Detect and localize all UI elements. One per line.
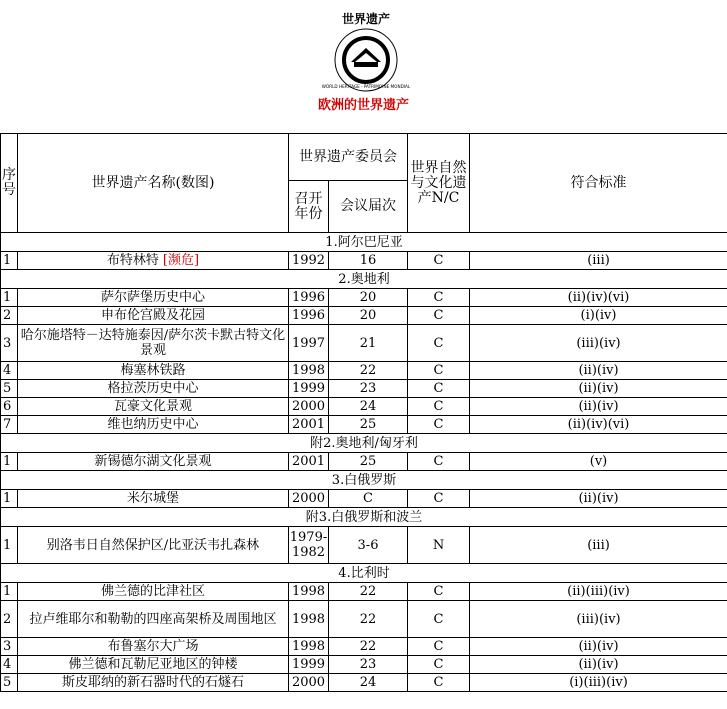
table-row bbox=[1, 307, 727, 325]
row-number: 3 bbox=[1, 638, 18, 656]
header-year: 召开年份 bbox=[289, 181, 329, 233]
country-section-title: 4.比利时 bbox=[1, 564, 727, 583]
year-cell: 2001 bbox=[289, 416, 329, 434]
session-cell: 25 bbox=[329, 453, 408, 471]
emblem-ring-text: WORLD HERITAGE · PATRIMOINE MONDIAL bbox=[321, 84, 411, 89]
site-name-cell bbox=[18, 289, 289, 307]
site-name-cell bbox=[18, 325, 289, 362]
row-number: 5 bbox=[1, 380, 18, 398]
criteria-cell: (ii)(iv)(vi) bbox=[470, 289, 727, 307]
session-cell: C bbox=[329, 490, 408, 508]
site-name: 斯皮耶纳的新石器时代的石燧石 bbox=[61, 675, 244, 690]
country-section-title: 附2.奥地利/匈牙利 bbox=[1, 434, 727, 453]
type-cell: C bbox=[408, 601, 470, 638]
site-name-cell bbox=[18, 416, 289, 434]
site-name-cell bbox=[18, 453, 289, 471]
criteria-cell: (iii) bbox=[470, 527, 727, 564]
year-cell: 1999 bbox=[289, 656, 329, 674]
site-name: 布特林特 bbox=[106, 253, 159, 268]
world-heritage-emblem-icon bbox=[321, 10, 411, 94]
site-name-cell bbox=[18, 490, 289, 508]
row-number: 1 bbox=[1, 453, 18, 471]
session-cell: 25 bbox=[329, 416, 408, 434]
session-cell: 23 bbox=[329, 656, 408, 674]
country-section-row bbox=[1, 270, 727, 289]
year-cell: 1997 bbox=[289, 325, 329, 362]
year-cell: 2000 bbox=[289, 398, 329, 416]
table-row bbox=[1, 289, 727, 307]
site-name: 申布伦宫殿及花园 bbox=[100, 308, 205, 323]
country-section-row bbox=[1, 434, 727, 453]
header-seq: 序号 bbox=[1, 134, 18, 233]
row-number: 1 bbox=[1, 527, 18, 564]
site-name: 米尔城堡 bbox=[126, 491, 179, 506]
site-name-cell bbox=[18, 674, 289, 692]
type-cell: C bbox=[408, 583, 470, 601]
session-cell: 24 bbox=[329, 398, 408, 416]
row-number: 5 bbox=[1, 674, 18, 692]
type-cell: C bbox=[408, 380, 470, 398]
row-number: 4 bbox=[1, 656, 18, 674]
criteria-cell: (v) bbox=[470, 453, 727, 471]
header-name: 世界遗产名称(数图) bbox=[18, 134, 289, 233]
session-cell: 22 bbox=[329, 362, 408, 380]
criteria-cell: (i)(iii)(iv) bbox=[470, 674, 727, 692]
site-name-cell bbox=[18, 583, 289, 601]
session-cell: 22 bbox=[329, 638, 408, 656]
criteria-cell: (i)(iv) bbox=[470, 307, 727, 325]
criteria-cell: (ii)(iv) bbox=[470, 380, 727, 398]
row-number: 7 bbox=[1, 416, 18, 434]
criteria-cell: (iii) bbox=[470, 252, 727, 270]
session-cell: 16 bbox=[329, 252, 408, 270]
session-cell: 22 bbox=[329, 583, 408, 601]
page-title: 欧洲的世界遗产 bbox=[317, 98, 409, 113]
criteria-cell: (ii)(iv) bbox=[470, 490, 727, 508]
year-cell: 1998 bbox=[289, 638, 329, 656]
year-cell: 1998 bbox=[289, 601, 329, 638]
endangered-badge: [濒危] bbox=[162, 253, 200, 268]
site-name-cell bbox=[18, 601, 289, 638]
site-name: 布鲁塞尔大广场 bbox=[107, 639, 199, 654]
session-cell: 22 bbox=[329, 601, 408, 638]
type-cell: C bbox=[408, 453, 470, 471]
table-row bbox=[1, 398, 727, 416]
type-cell: C bbox=[408, 416, 470, 434]
site-name: 梅塞林铁路 bbox=[120, 363, 186, 378]
site-name: 拉卢维耶尔和勒勒的四座高架桥及周围地区 bbox=[29, 611, 277, 627]
site-name-cell bbox=[18, 398, 289, 416]
table-row bbox=[1, 674, 727, 692]
year-cell: 1996 bbox=[289, 289, 329, 307]
heritage-table-body bbox=[1, 134, 727, 692]
row-number: 2 bbox=[1, 601, 18, 638]
criteria-cell: (ii)(iv) bbox=[470, 656, 727, 674]
type-cell: N bbox=[408, 527, 470, 564]
country-section-title: 附3.白俄罗斯和波兰 bbox=[1, 508, 727, 527]
country-section-row bbox=[1, 233, 727, 252]
site-name: 瓦豪文化景观 bbox=[113, 399, 192, 414]
site-name: 哈尔施塔特－达特施泰因/萨尔茨卡默古特文化景观 bbox=[20, 328, 286, 358]
country-section-title: 1.阿尔巴尼亚 bbox=[1, 233, 727, 252]
header-committee: 世界遗产委员会 bbox=[289, 134, 408, 181]
session-cell: 23 bbox=[329, 380, 408, 398]
header-criteria: 符合标准 bbox=[470, 134, 727, 233]
criteria-cell: (iii)(iv) bbox=[470, 325, 727, 362]
session-cell: 20 bbox=[329, 289, 408, 307]
header-type: 世界自然与文化遗产N/C bbox=[408, 134, 470, 233]
row-number: 6 bbox=[1, 398, 18, 416]
year-cell: 2001 bbox=[289, 453, 329, 471]
year-cell: 1979-1982 bbox=[289, 527, 329, 564]
table-row bbox=[1, 325, 727, 362]
type-cell: C bbox=[408, 307, 470, 325]
site-name: 格拉茨历史中心 bbox=[107, 381, 199, 396]
type-cell: C bbox=[408, 289, 470, 307]
year-cell: 1998 bbox=[289, 583, 329, 601]
site-name-cell bbox=[18, 252, 289, 270]
criteria-cell: (ii)(iv) bbox=[470, 362, 727, 380]
table-row bbox=[1, 453, 727, 471]
header-row bbox=[1, 134, 727, 181]
site-name-cell bbox=[18, 656, 289, 674]
year-cell: 1999 bbox=[289, 380, 329, 398]
table-row bbox=[1, 252, 727, 270]
criteria-cell: (ii)(iv) bbox=[470, 398, 727, 416]
site-name-cell bbox=[18, 527, 289, 564]
header-session: 会议届次 bbox=[329, 181, 408, 233]
type-cell: C bbox=[408, 398, 470, 416]
type-cell: C bbox=[408, 674, 470, 692]
world-heritage-emblem bbox=[321, 10, 411, 94]
criteria-cell: (ii)(iv) bbox=[470, 638, 727, 656]
site-name: 萨尔萨堡历史中心 bbox=[100, 290, 205, 305]
table-row bbox=[1, 583, 727, 601]
table-row bbox=[1, 362, 727, 380]
row-number: 1 bbox=[1, 583, 18, 601]
row-number: 4 bbox=[1, 362, 18, 380]
row-number: 1 bbox=[1, 490, 18, 508]
table-row bbox=[1, 638, 727, 656]
session-cell: 24 bbox=[329, 674, 408, 692]
site-name: 佛兰德和瓦勒尼亚地区的钟楼 bbox=[68, 657, 238, 672]
session-cell: 20 bbox=[329, 307, 408, 325]
session-cell: 21 bbox=[329, 325, 408, 362]
country-section-row bbox=[1, 471, 727, 490]
row-number: 1 bbox=[1, 252, 18, 270]
site-name: 别洛韦日自然保护区/比亚沃韦扎森林 bbox=[46, 537, 260, 553]
session-cell: 3-6 bbox=[329, 527, 408, 564]
site-name: 佛兰德的比津社区 bbox=[100, 584, 205, 599]
criteria-cell: (ii)(iv)(vi) bbox=[470, 416, 727, 434]
year-cell: 1998 bbox=[289, 362, 329, 380]
type-cell: C bbox=[408, 362, 470, 380]
country-section-row bbox=[1, 564, 727, 583]
row-number: 1 bbox=[1, 289, 18, 307]
country-section-row bbox=[1, 508, 727, 527]
type-cell: C bbox=[408, 252, 470, 270]
country-section-title: 2.奥地利 bbox=[1, 270, 727, 289]
year-cell: 1996 bbox=[289, 307, 329, 325]
criteria-cell: (iii)(iv) bbox=[470, 601, 727, 638]
criteria-cell: (ii)(iii)(iv) bbox=[470, 583, 727, 601]
site-name-cell bbox=[18, 638, 289, 656]
table-row bbox=[1, 527, 727, 564]
country-section-title: 3.白俄罗斯 bbox=[1, 471, 727, 490]
type-cell: C bbox=[408, 490, 470, 508]
site-name-cell bbox=[18, 307, 289, 325]
table-row bbox=[1, 490, 727, 508]
site-name: 维也纳历史中心 bbox=[107, 417, 199, 432]
site-name-cell bbox=[18, 362, 289, 380]
emblem-top-text: 世界遗产 bbox=[341, 12, 391, 26]
type-cell: C bbox=[408, 656, 470, 674]
row-number: 3 bbox=[1, 325, 18, 362]
year-cell: 2000 bbox=[289, 674, 329, 692]
type-cell: C bbox=[408, 325, 470, 362]
heritage-table bbox=[0, 133, 727, 692]
site-name-cell bbox=[18, 380, 289, 398]
year-cell: 1992 bbox=[289, 252, 329, 270]
row-number: 2 bbox=[1, 307, 18, 325]
type-cell: C bbox=[408, 638, 470, 656]
table-row bbox=[1, 380, 727, 398]
table-row bbox=[1, 416, 727, 434]
table-row bbox=[1, 656, 727, 674]
year-cell: 2000 bbox=[289, 490, 329, 508]
site-name: 新锡德尔湖文化景观 bbox=[94, 454, 212, 469]
table-row bbox=[1, 601, 727, 638]
